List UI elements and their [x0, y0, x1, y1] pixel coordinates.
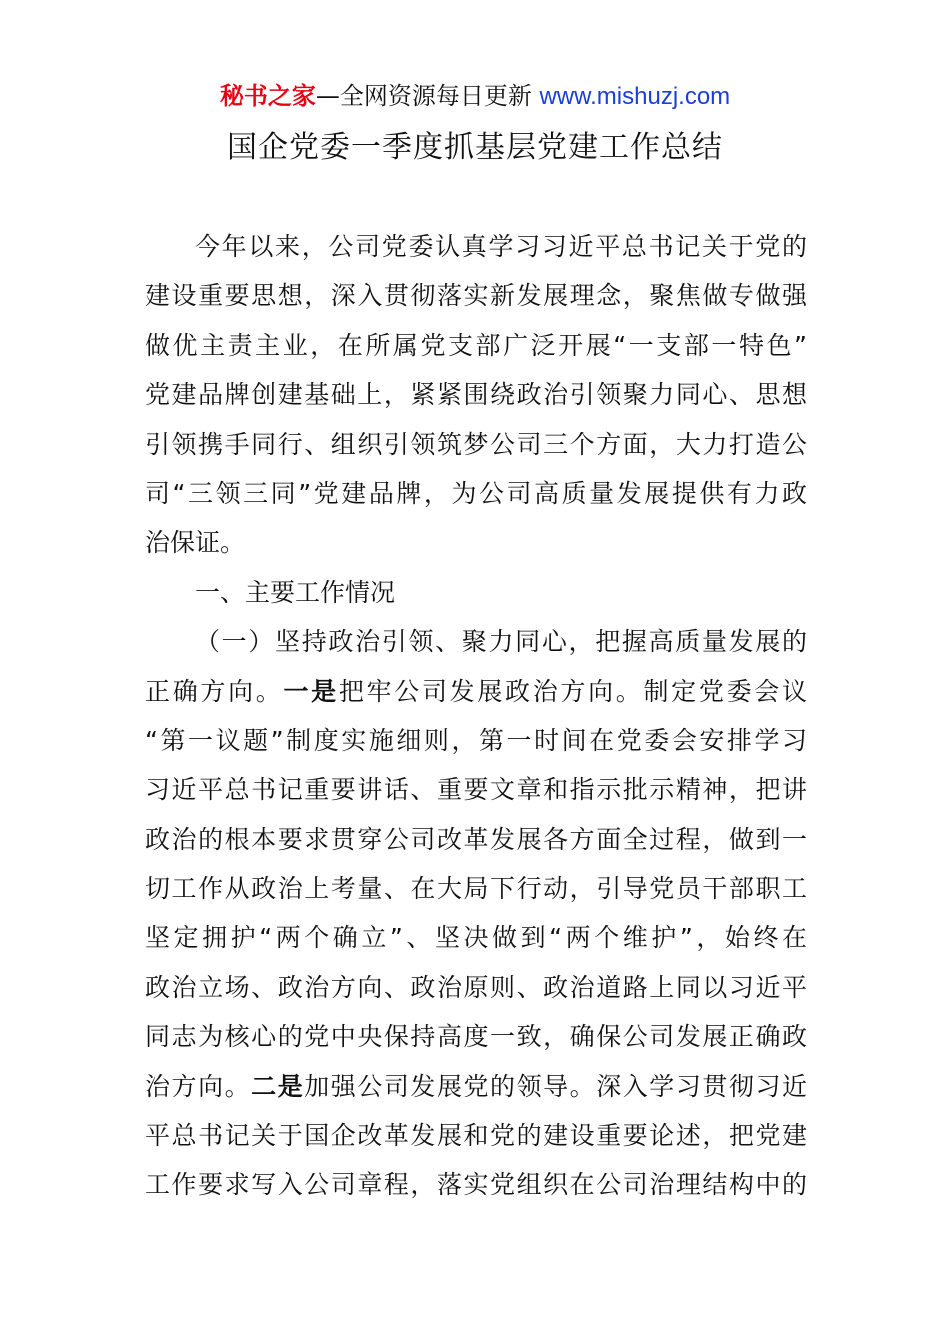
bold-marker: 二是	[251, 1071, 305, 1101]
line-segment: 加强公司发展党的领导。深入学习贯彻习近	[304, 1071, 807, 1101]
text-line: 同志为核心的党中央保持高度一致，确保公司发展正确政	[145, 1022, 807, 1052]
text-line: 习近平总书记重要讲话、重要文章和指示批示精神，把讲	[145, 775, 807, 805]
text-line: （一）坚持政治引领、聚力同心，把握高质量发展的	[195, 627, 807, 657]
text-line: 政治立场、政治方向、政治原则、政治道路上同以习近平	[145, 972, 807, 1002]
line-segment: 把牢公司发展政治方向。制定党委会议	[338, 676, 807, 706]
text-line: 一、主要工作情况	[195, 577, 396, 607]
text-line: 切工作从政治上考量、在大局下行动，引导党员干部职工	[145, 874, 807, 904]
text-line: 平总书记关于国企改革发展和党的建设重要论述，把党建	[145, 1121, 807, 1151]
text-line: 治保证。	[145, 528, 246, 558]
text-line	[145, 667, 807, 716]
site-link[interactable]: www.mishuzj.com	[539, 83, 731, 110]
text-line: “第一议题”制度实施细则，第一时间在党委会安排学习	[145, 725, 807, 755]
text-line: 做优主责主业，在所属党支部广泛开展“一支部一特色”	[145, 330, 807, 360]
site-header	[0, 80, 950, 113]
brand-name: 秘书之家	[219, 82, 316, 110]
text-line	[145, 1062, 807, 1111]
text-line: 今年以来，公司党委认真学习习近平总书记关于党的	[195, 232, 807, 261]
document-body	[145, 222, 807, 1210]
text-line: 坚定拥护“两个确立”、坚决做到“两个维护”，始终在	[145, 923, 807, 953]
text-line: 引领携手同行、组织引领筑梦公司三个方面，大力打造公	[145, 429, 807, 459]
text-line: 党建品牌创建基础上，紧紧围绕政治引领聚力同心、思想	[145, 380, 807, 410]
bold-marker: 一是	[283, 676, 339, 706]
header-tagline: —全网资源每日更新	[315, 82, 540, 110]
document-title: 国企党委一季度抓基层党建工作总结	[227, 130, 723, 165]
text-line: 政治的根本要求贯穿公司改革发展各方面全过程，做到一	[145, 824, 807, 854]
line-segment: 治方向。	[145, 1071, 252, 1101]
text-line: 工作要求写入公司章程，落实党组织在公司治理结构中的	[145, 1170, 807, 1200]
line-segment: 正确方向。	[145, 676, 284, 706]
text-line: 建设重要思想，深入贯彻落实新发展理念，聚焦做专做强	[145, 281, 807, 311]
text-line: 司“三领三同”党建品牌，为公司高质量发展提供有力政	[145, 478, 807, 508]
